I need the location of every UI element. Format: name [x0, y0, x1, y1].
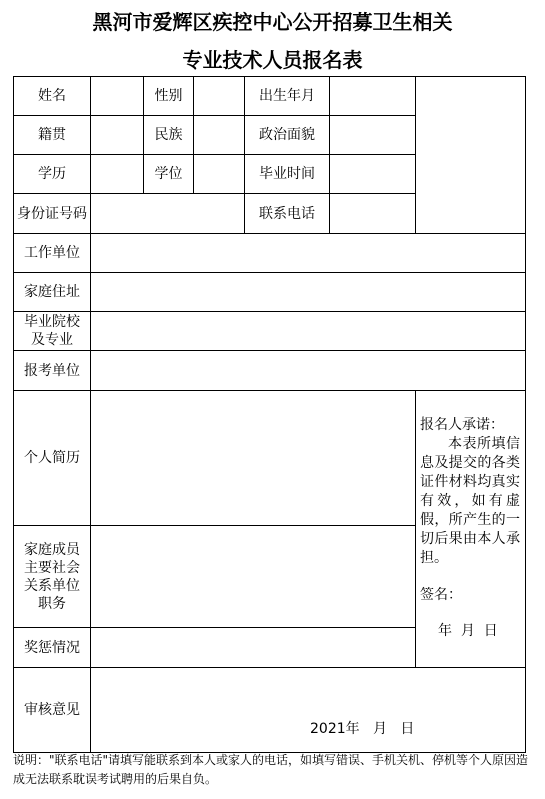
family-label-line1: 家庭成员: [24, 541, 80, 558]
ethnicity-label: 民族: [143, 115, 194, 155]
native-label: 籍贯: [13, 115, 91, 155]
review-date: 2021年 月 日: [310, 721, 415, 737]
review-label: 审核意见: [13, 667, 91, 753]
degree-label: 学位: [143, 154, 194, 194]
name-field[interactable]: [90, 76, 144, 116]
form-title-line1: 黑河市爱辉区疾控中心公开招募卫生相关: [92, 10, 453, 34]
ethnicity-field[interactable]: [193, 115, 245, 155]
resume-label: 个人简历: [13, 390, 91, 526]
gender-label: 性别: [143, 76, 194, 116]
school-field[interactable]: [90, 311, 526, 351]
review-field[interactable]: [90, 667, 526, 753]
grad-time-label: 毕业时间: [244, 154, 330, 194]
birth-field[interactable]: [329, 76, 416, 116]
family-label-line2: 主要社会: [24, 559, 80, 576]
degree-field[interactable]: [193, 154, 245, 194]
id-number-field[interactable]: [90, 193, 245, 234]
address-label: 家庭住址: [13, 272, 91, 312]
political-field[interactable]: [329, 115, 416, 155]
school-label: [13, 311, 91, 351]
apply-unit-field[interactable]: [90, 350, 526, 391]
rewards-field[interactable]: [90, 627, 416, 668]
photo-box[interactable]: [415, 76, 526, 234]
footnote: 说明："联系电话"请填写能联系到本人或家人的电话，如填写错误、手机关机、停机等个人原因造成无法联系耽误考试聘用的后果自负。: [13, 753, 529, 786]
education-label: 学历: [13, 154, 91, 194]
school-label-line1: 毕业院校: [24, 314, 80, 330]
pledge-body: 本表所填信息及提交的各类证件材料均真实有效，如有虚假，所产生的一切后果由本人承担。: [420, 436, 520, 566]
pledge-sign-label: 签名：: [420, 587, 462, 603]
family-field[interactable]: [90, 525, 416, 628]
native-field[interactable]: [90, 115, 144, 155]
education-field[interactable]: [90, 154, 144, 194]
family-label-line4: 职务: [38, 595, 66, 612]
pledge-date: 年 月 日: [438, 623, 498, 639]
political-label: 政治面貌: [244, 115, 330, 155]
resume-field[interactable]: [90, 390, 416, 526]
gender-field[interactable]: [193, 76, 245, 116]
birth-label: 出生年月: [244, 76, 330, 116]
family-label: [13, 525, 91, 628]
apply-unit-label: 报考单位: [13, 350, 91, 391]
school-label-line2: 及专业: [31, 332, 73, 348]
form-title-line2: 专业技术人员报名表: [182, 48, 363, 72]
name-label: 姓名: [13, 76, 91, 116]
work-unit-field[interactable]: [90, 233, 526, 273]
phone-field[interactable]: [329, 193, 416, 234]
phone-label: 联系电话: [244, 193, 330, 234]
address-field[interactable]: [90, 272, 526, 312]
id-number-label: 身份证号码: [13, 193, 91, 234]
pledge-heading: 报名人承诺：: [420, 417, 504, 433]
rewards-label: 奖惩情况: [13, 627, 91, 668]
work-unit-label: 工作单位: [13, 233, 91, 273]
family-label-line3: 关系单位: [24, 577, 80, 594]
grad-time-field[interactable]: [329, 154, 416, 194]
